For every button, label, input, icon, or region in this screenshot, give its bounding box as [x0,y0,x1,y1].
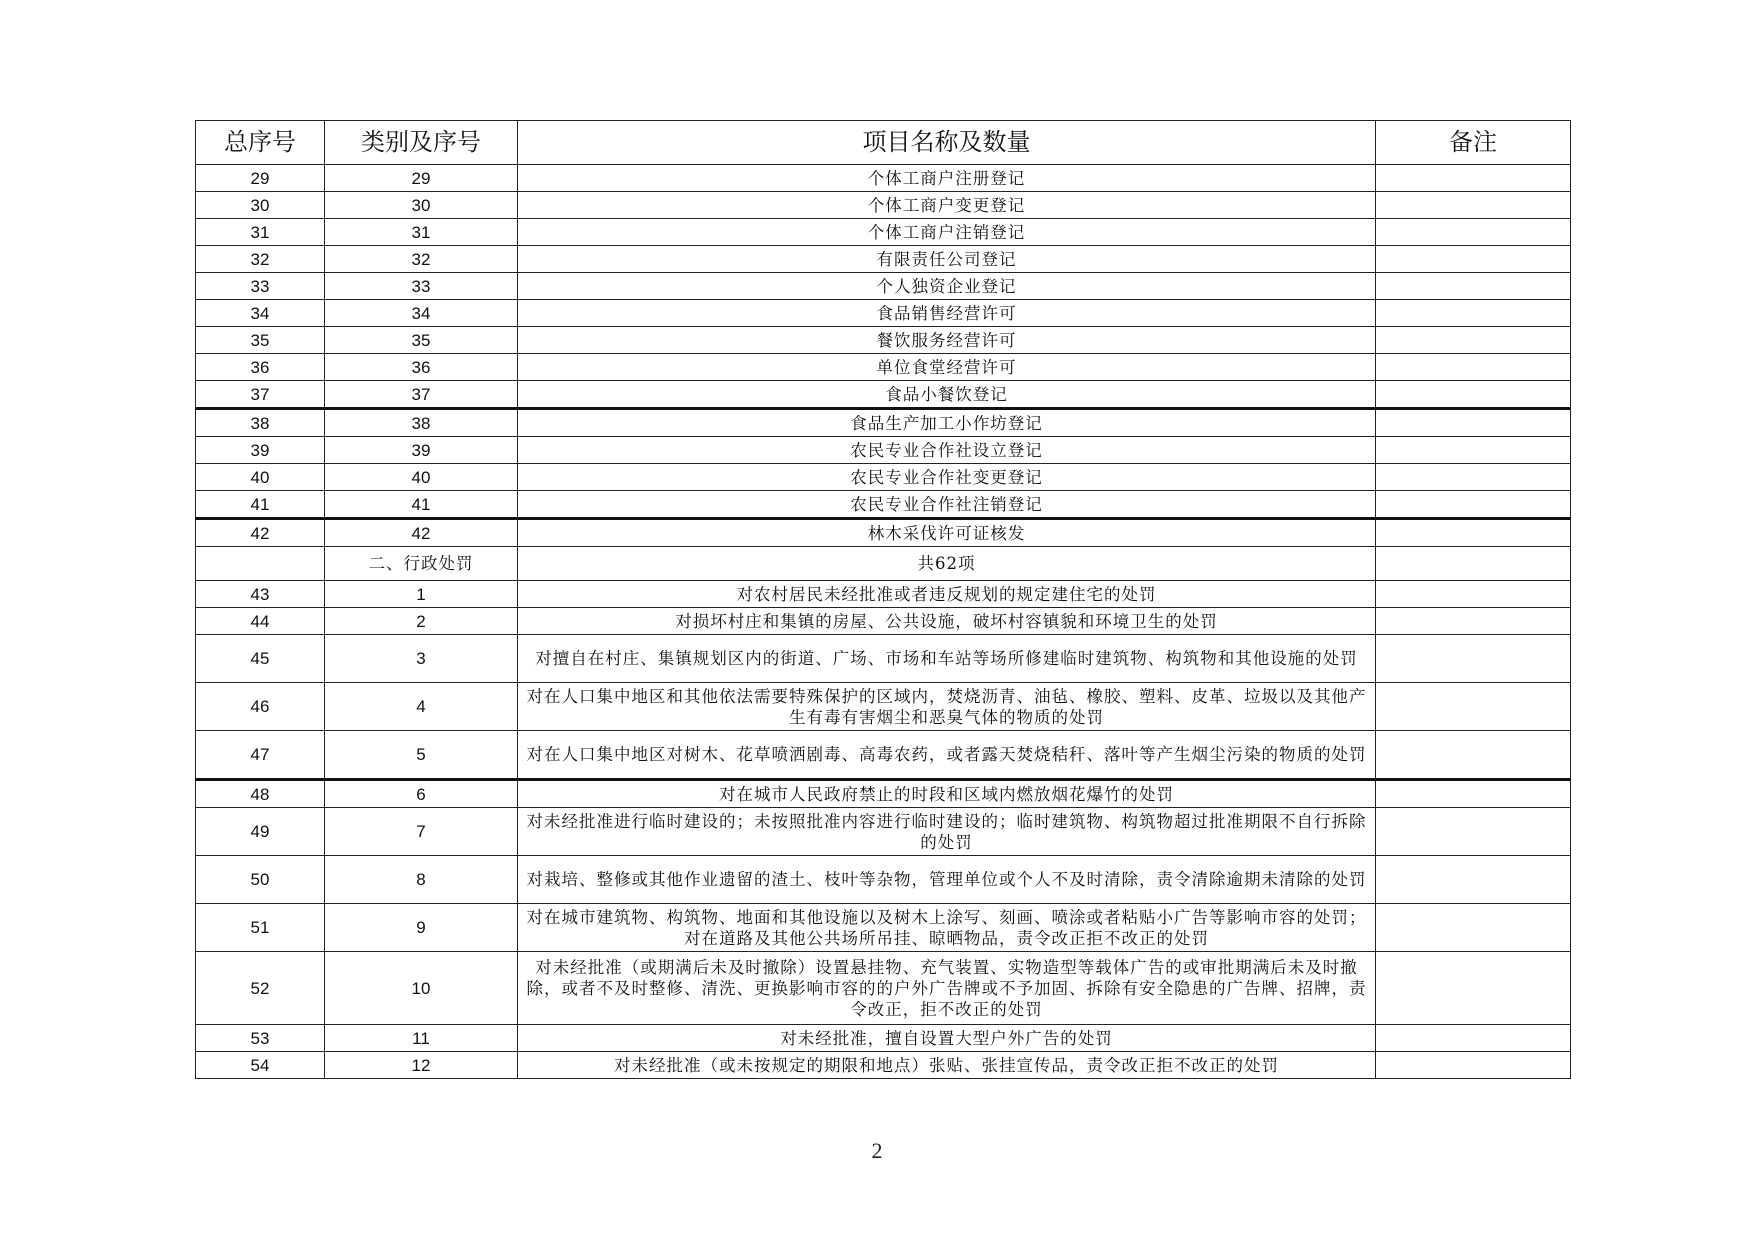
cell-category-no: 30 [325,192,518,219]
cell-item-name: 对栽培、整修或其他作业遗留的渣土、枝叶等杂物，管理单位或个人不及时清除，责令清除逾期未清除的处罚 [518,856,1376,904]
cell-item-name: 对在人口集中地区对树木、花草喷洒剧毒、高毒农药，或者露天焚烧秸秆、落叶等产生烟尘污染的物质的处罚 [518,731,1376,780]
table-row [196,1052,1571,1079]
table-row [196,165,1571,192]
cell-category-no: 9 [325,904,518,952]
cell-total-no: 33 [196,273,325,300]
cell-category-no: 36 [325,354,518,381]
cell-total-no: 36 [196,354,325,381]
cell-remarks [1376,327,1571,354]
cell-remarks [1376,491,1571,519]
cell-total-no: 50 [196,856,325,904]
cell-remarks [1376,780,1571,808]
table-row [196,219,1571,246]
cell-category-no: 4 [325,683,518,731]
table-row [196,519,1571,547]
cell-total-no: 42 [196,519,325,547]
cell-total-no: 34 [196,300,325,327]
table-header-row [196,121,1571,165]
cell-remarks [1376,192,1571,219]
cell-category-no: 11 [325,1025,518,1052]
cell-total-no: 31 [196,219,325,246]
cell-total-no: 46 [196,683,325,731]
cell-item-name: 林木采伐许可证核发 [518,519,1376,547]
cell-total-no: 35 [196,327,325,354]
table-body [196,165,1571,1079]
cell-section-title: 二、行政处罚 [325,547,518,581]
cell-total-no: 45 [196,635,325,683]
cell-total-no: 52 [196,952,325,1025]
cell-total-no [196,547,325,581]
table-row [196,683,1571,731]
cell-remarks [1376,608,1571,635]
table-row [196,381,1571,409]
cell-item-name: 个体工商户变更登记 [518,192,1376,219]
cell-remarks [1376,464,1571,491]
cell-item-name: 对未经批准（或期满后未及时撤除）设置悬挂物、充气装置、实物造型等载体广告的或审批期满后未及时撤除，或者不及时整修、清洗、更换影响市容的的户外广告牌或不予加固、拆除有安全隐患的广告牌、招牌，责令改正，拒不改正的处罚 [518,952,1376,1025]
cell-category-no: 37 [325,381,518,409]
cell-category-no: 12 [325,1052,518,1079]
cell-item-name: 对农村居民未经批准或者违反规划的规定建住宅的处罚 [518,581,1376,608]
cell-total-no: 53 [196,1025,325,1052]
table-row [196,856,1571,904]
cell-remarks [1376,219,1571,246]
cell-item-name: 农民专业合作社变更登记 [518,464,1376,491]
cell-item-name: 食品生产加工小作坊登记 [518,409,1376,437]
cell-item-name: 对未经批准进行临时建设的；未按照批准内容进行临时建设的；临时建筑物、构筑物超过批准期限不自行拆除的处罚 [518,808,1376,856]
table-row [196,327,1571,354]
cell-category-no: 6 [325,780,518,808]
cell-category-no: 32 [325,246,518,273]
cell-remarks [1376,581,1571,608]
table-row [196,808,1571,856]
table-row [196,409,1571,437]
table-row [196,491,1571,519]
cell-remarks [1376,1025,1571,1052]
table-row [196,952,1571,1025]
table-row [196,300,1571,327]
cell-remarks [1376,808,1571,856]
header-item-name: 项目名称及数量 [518,121,1376,165]
cell-total-no: 54 [196,1052,325,1079]
cell-remarks [1376,856,1571,904]
table-row [196,635,1571,683]
cell-total-no: 32 [196,246,325,273]
cell-remarks [1376,300,1571,327]
cell-remarks [1376,273,1571,300]
cell-category-no: 34 [325,300,518,327]
cell-category-no: 3 [325,635,518,683]
cell-category-no: 8 [325,856,518,904]
cell-category-no: 42 [325,519,518,547]
cell-item-name: 个体工商户注册登记 [518,165,1376,192]
table-row [196,273,1571,300]
cell-category-no: 38 [325,409,518,437]
cell-category-no: 35 [325,327,518,354]
cell-item-name: 餐饮服务经营许可 [518,327,1376,354]
cell-item-name: 对在人口集中地区和其他依法需要特殊保护的区域内，焚烧沥青、油毡、橡胶、塑料、皮革、垃圾以及其他产生有毒有害烟尘和恶臭气体的物质的处罚 [518,683,1376,731]
table-row [196,608,1571,635]
cell-remarks [1376,952,1571,1025]
cell-item-name: 个体工商户注销登记 [518,219,1376,246]
table-row [196,192,1571,219]
cell-category-no: 39 [325,437,518,464]
cell-category-no: 41 [325,491,518,519]
cell-item-name: 对擅自在村庄、集镇规划区内的街道、广场、市场和车站等场所修建临时建筑物、构筑物和其他设施的处罚 [518,635,1376,683]
cell-item-name: 对未经批准，擅自设置大型户外广告的处罚 [518,1025,1376,1052]
cell-total-no: 38 [196,409,325,437]
cell-total-no: 37 [196,381,325,409]
cell-remarks [1376,354,1571,381]
cell-category-no: 31 [325,219,518,246]
cell-category-no: 10 [325,952,518,1025]
cell-remarks [1376,635,1571,683]
cell-category-no: 2 [325,608,518,635]
cell-item-name: 个人独资企业登记 [518,273,1376,300]
cell-remarks [1376,904,1571,952]
cell-remarks [1376,165,1571,192]
section-row [196,547,1571,581]
cell-category-no: 5 [325,731,518,780]
cell-item-name: 对在城市建筑物、构筑物、地面和其他设施以及树木上涂写、刻画、喷涂或者粘贴小广告等影响市容的处罚；对在道路及其他公共场所吊挂、晾晒物品，责令改正拒不改正的处罚 [518,904,1376,952]
page-number: 2 [871,1138,883,1163]
table-row [196,780,1571,808]
table-row [196,1025,1571,1052]
table-row [196,437,1571,464]
cell-category-no: 33 [325,273,518,300]
cell-remarks [1376,519,1571,547]
cell-category-no: 7 [325,808,518,856]
cell-total-no: 49 [196,808,325,856]
cell-item-name: 对损坏村庄和集镇的房屋、公共设施，破坏村容镇貌和环境卫生的处罚 [518,608,1376,635]
cell-remarks [1376,1052,1571,1079]
cell-remarks [1376,547,1571,581]
table-row [196,904,1571,952]
header-category-no: 类别及序号 [325,121,518,165]
cell-category-no: 40 [325,464,518,491]
header-remarks: 备注 [1376,121,1571,165]
cell-item-name: 农民专业合作社设立登记 [518,437,1376,464]
cell-category-no: 1 [325,581,518,608]
cell-item-name: 食品小餐饮登记 [518,381,1376,409]
cell-total-no: 44 [196,608,325,635]
cell-total-no: 48 [196,780,325,808]
cell-item-name: 食品销售经营许可 [518,300,1376,327]
cell-remarks [1376,437,1571,464]
cell-remarks [1376,381,1571,409]
table-row [196,246,1571,273]
cell-total-no: 40 [196,464,325,491]
items-table [195,120,1571,1079]
table-row [196,354,1571,381]
cell-remarks [1376,409,1571,437]
cell-section-count: 共62项 [518,547,1376,581]
cell-item-name: 有限责任公司登记 [518,246,1376,273]
cell-remarks [1376,731,1571,780]
cell-remarks [1376,246,1571,273]
table-row [196,581,1571,608]
cell-total-no: 39 [196,437,325,464]
cell-total-no: 43 [196,581,325,608]
cell-total-no: 41 [196,491,325,519]
cell-item-name: 单位食堂经营许可 [518,354,1376,381]
cell-item-name: 对未经批准（或未按规定的期限和地点）张贴、张挂宣传品，责令改正拒不改正的处罚 [518,1052,1376,1079]
header-total-no: 总序号 [196,121,325,165]
cell-total-no: 47 [196,731,325,780]
cell-remarks [1376,683,1571,731]
cell-total-no: 29 [196,165,325,192]
cell-item-name: 对在城市人民政府禁止的时段和区域内燃放烟花爆竹的处罚 [518,780,1376,808]
table-row [196,464,1571,491]
cell-category-no: 29 [325,165,518,192]
cell-total-no: 51 [196,904,325,952]
cell-total-no: 30 [196,192,325,219]
cell-item-name: 农民专业合作社注销登记 [518,491,1376,519]
table-row [196,731,1571,780]
